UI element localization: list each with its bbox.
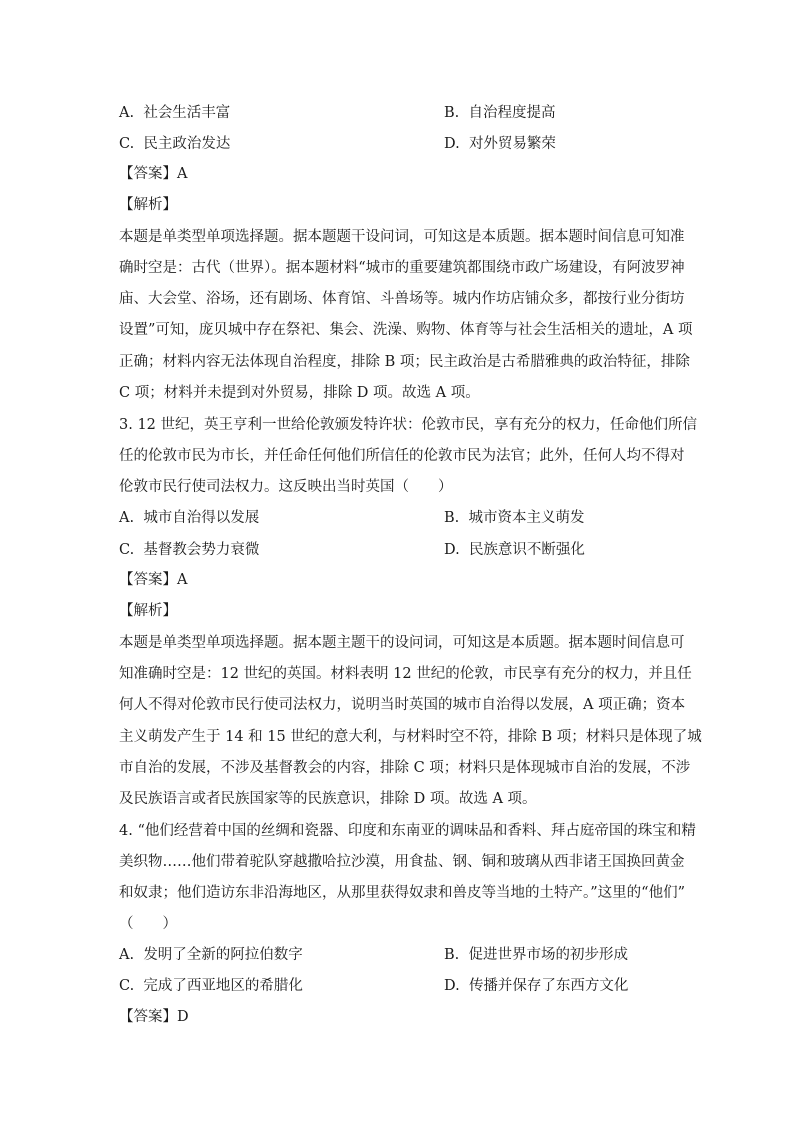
q2-analysis-line: C 项；材料并未提到对外贸易，排除 D 项。故选 A 项。 [119, 385, 480, 401]
q4-option-d: D. 传播并保存了东西方文化 [444, 978, 629, 994]
q2-answer: 【答案】A [119, 166, 188, 182]
q3-option-c: C. 基督教会势力衰微 [119, 542, 260, 558]
q4-stem-line: （ ） [119, 916, 177, 932]
q2-analysis-line: 庙、大会堂、浴场，还有剧场、体育馆、斗兽场等。城内作坊店铺众多，都按行业分街坊 [119, 291, 685, 307]
q2-analysis-line: 本题是单类型单项选择题。据本题题干设问词，可知这是本质题。据本题时间信息可知准 [119, 229, 685, 245]
q4-option-a: A. 发明了全新的阿拉伯数字 [119, 947, 303, 963]
q2-option-b: B. 自治程度提高 [444, 105, 556, 121]
q3-analysis-line: 知准确时空是：12 世纪的英国。材料表明 12 世纪的伦敦，市民享有充分的权力，并且任 [119, 666, 692, 682]
q3-stem-line: 伦敦市民行使司法权力。这反映出当时英国（ ） [119, 479, 453, 495]
q3-analysis-line: 及民族语言或者民族国家等的民族意识，排除 D 项。故选 A 项。 [119, 791, 537, 807]
q2-option-d: D. 对外贸易繁荣 [444, 136, 556, 152]
q3-answer: 【答案】A [119, 572, 188, 588]
q3-stem-line: 任的伦敦市民为市长，并任命任何他们所信任的伦敦市民为法官；此外，任何人均不得对 [119, 448, 685, 464]
q3-option-d: D. 民族意识不断强化 [444, 542, 585, 558]
q3-analysis-line: 本题是单类型单项选择题。据本题主题干的设问词，可知这是本质题。据本题时间信息可 [119, 635, 685, 651]
q2-analysis-line: 设置”可知，庞贝城中存在祭祀、集会、洗澡、购物、体育等与社会生活相关的遗址，A 项 [119, 322, 693, 338]
q2-option-a: A. 社会生活丰富 [119, 105, 231, 121]
q3-option-a: A. 城市自治得以发展 [119, 510, 260, 526]
q4-option-c: C. 完成了西亚地区的希腊化 [119, 978, 303, 994]
q2-option-c: C. 民主政治发达 [119, 136, 231, 152]
q3-analysis-line: 主义萌发产生于 14 和 15 世纪的意大利，与材料时空不符，排除 B 项；材料只是体现了城 [119, 729, 702, 745]
q2-analysis-line: 确时空是：古代（世界）。据本题材料“城市的重要建筑都围绕市政广场建设，有阿波罗神 [119, 260, 685, 276]
q4-stem-line: 4. “他们经营着中国的丝绸和瓷器、印度和东南亚的调味品和香料、拜占庭帝国的珠宝和精 [119, 823, 696, 839]
q4-stem-line: 美织物……他们带着驼队穿越撒哈拉沙漠，用食盐、钢、铜和玻璃从西非诸王国换回黄金 [119, 854, 685, 870]
q2-analysis-title: 【解析】 [119, 197, 177, 213]
q3-analysis-line: 市自治的发展，不涉及基督教会的内容，排除 C 项；材料只是体现城市自治的发展，不涉 [119, 760, 691, 776]
q4-stem-line: 和奴隶；他们造访东非沿海地区，从那里获得奴隶和兽皮等当地的土特产。”这里的“他们” [119, 885, 685, 901]
q3-analysis-line: 何人不得对伦敦市民行使司法权力，说明当时英国的城市自治得以发展，A 项正确；资本 [119, 697, 686, 713]
q3-analysis-title: 【解析】 [119, 603, 177, 619]
q4-option-b: B. 促进世界市场的初步形成 [444, 947, 628, 963]
q4-answer: 【答案】D [119, 1009, 189, 1025]
q3-option-b: B. 城市资本主义萌发 [444, 510, 585, 526]
q2-analysis-line: 正确；材料内容无法体现自治程度，排除 B 项；民主政治是古希腊雅典的政治特征，排除 [119, 354, 690, 370]
q3-stem-line: 3. 12 世纪，英王亨利一世给伦敦颁发特许状：伦敦市民，享有充分的权力，任命他们所信 [119, 417, 697, 433]
